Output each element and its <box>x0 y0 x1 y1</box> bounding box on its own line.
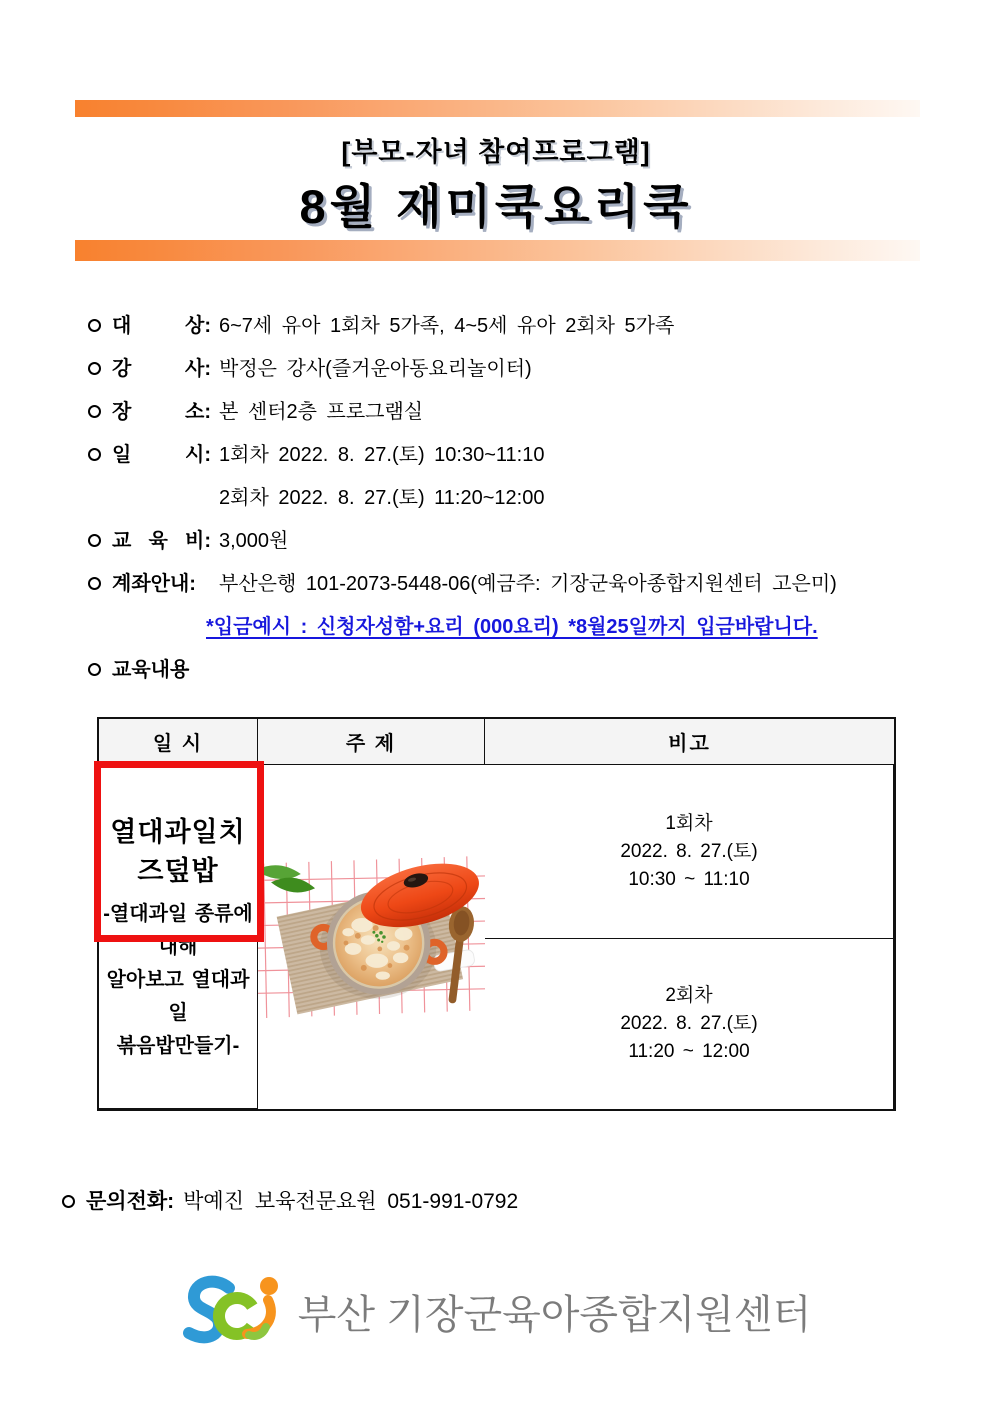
detail-row-place <box>88 401 942 424</box>
circle-bullet-icon <box>88 448 101 461</box>
detail-label: 대 상: <box>112 315 211 337</box>
detail-label: 교 육 비: <box>112 530 211 552</box>
contact-row <box>62 1190 518 1214</box>
session-time: 11:20 ~ 12:00 <box>628 1041 750 1062</box>
session-name: 2회차 <box>665 985 713 1006</box>
topic-cell <box>99 765 258 1109</box>
column-header-datetime: 일 시 <box>99 719 258 765</box>
footer <box>0 1272 992 1350</box>
topic-desc-line: 알아보고 열대과일 <box>106 969 250 1024</box>
session-time: 10:30 ~ 11:10 <box>628 868 750 890</box>
detail-label: 계좌안내: <box>112 573 196 595</box>
detail-row-datetime-2 <box>88 487 942 510</box>
detail-value: 2회차 2022. 8. 27.(토) 11:20~12:00 <box>219 487 545 509</box>
deposit-note: *입금예시 : 신청자성함+요리 (000요리) *8월25일까지 입금바랍니다. <box>206 616 818 638</box>
detail-value: 6~7세 유아 1회차 5가족, 4~5세 유아 2회차 5가족 <box>219 315 675 337</box>
page-title: 8월 재미쿡요리쿡 <box>299 180 693 233</box>
circle-bullet-icon <box>88 405 101 418</box>
topic-desc-line: -열대과일 종류에 대해 <box>103 903 253 958</box>
table-row-session-1 <box>485 765 894 939</box>
contact-value: 박예진 보육전문요원 051-991-0792 <box>183 1190 519 1213</box>
note-photo-cell <box>258 765 485 1109</box>
program-details <box>88 315 942 702</box>
circle-bullet-icon <box>88 577 101 590</box>
program-subtitle: [부모-자녀 참여프로그램] <box>341 137 651 167</box>
center-logo-icon <box>181 1272 285 1350</box>
organization-name: 부산 기장군육아종합지원센터 <box>297 1292 812 1337</box>
topic-title: 열대과일치즈덮밥 <box>110 817 246 886</box>
circle-bullet-icon <box>88 362 101 375</box>
detail-value: 부산은행 101-2073-5448-06(예금주: 기장군육아종합지원센터 고은미) <box>219 573 837 595</box>
detail-value: 본 센터2층 프로그램실 <box>219 401 424 423</box>
detail-label: 강 사: <box>112 358 211 380</box>
detail-label: 장 소: <box>112 401 211 423</box>
contact-label: 문의전화: <box>86 1190 175 1213</box>
detail-label: 일 시: <box>112 444 211 466</box>
table-row-session-2 <box>485 939 894 1109</box>
circle-bullet-icon <box>62 1195 75 1208</box>
circle-bullet-icon <box>88 534 101 547</box>
session-date: 2022. 8. 27.(토) <box>620 840 758 862</box>
topic-desc-line: 볶음밥만들기- <box>116 1035 240 1057</box>
detail-row-deposit-note <box>88 616 942 639</box>
detail-row-account <box>88 573 942 596</box>
column-header-note: 비고 <box>485 719 894 765</box>
header-gradient-bar-top <box>75 100 920 117</box>
detail-label: 교육내용 <box>112 659 190 681</box>
detail-value: 박정은 강사(즐거운아동요리놀이터) <box>219 358 532 380</box>
detail-row-contents <box>88 659 942 682</box>
detail-row-target <box>88 315 942 338</box>
detail-row-instructor <box>88 358 942 381</box>
education-schedule-table <box>97 717 896 1111</box>
circle-bullet-icon <box>88 663 101 676</box>
detail-row-fee <box>88 530 942 553</box>
food-photo <box>258 817 485 1057</box>
circle-bullet-icon <box>88 319 101 332</box>
header-gradient-bar-bottom <box>75 240 920 261</box>
detail-row-datetime <box>88 444 942 467</box>
detail-value: 1회차 2022. 8. 27.(토) 10:30~11:10 <box>219 444 545 466</box>
detail-value: 3,000원 <box>219 530 289 552</box>
column-header-topic: 주 제 <box>258 719 485 765</box>
session-name: 1회차 <box>665 812 713 834</box>
session-date: 2022. 8. 27.(토) <box>620 1013 758 1034</box>
